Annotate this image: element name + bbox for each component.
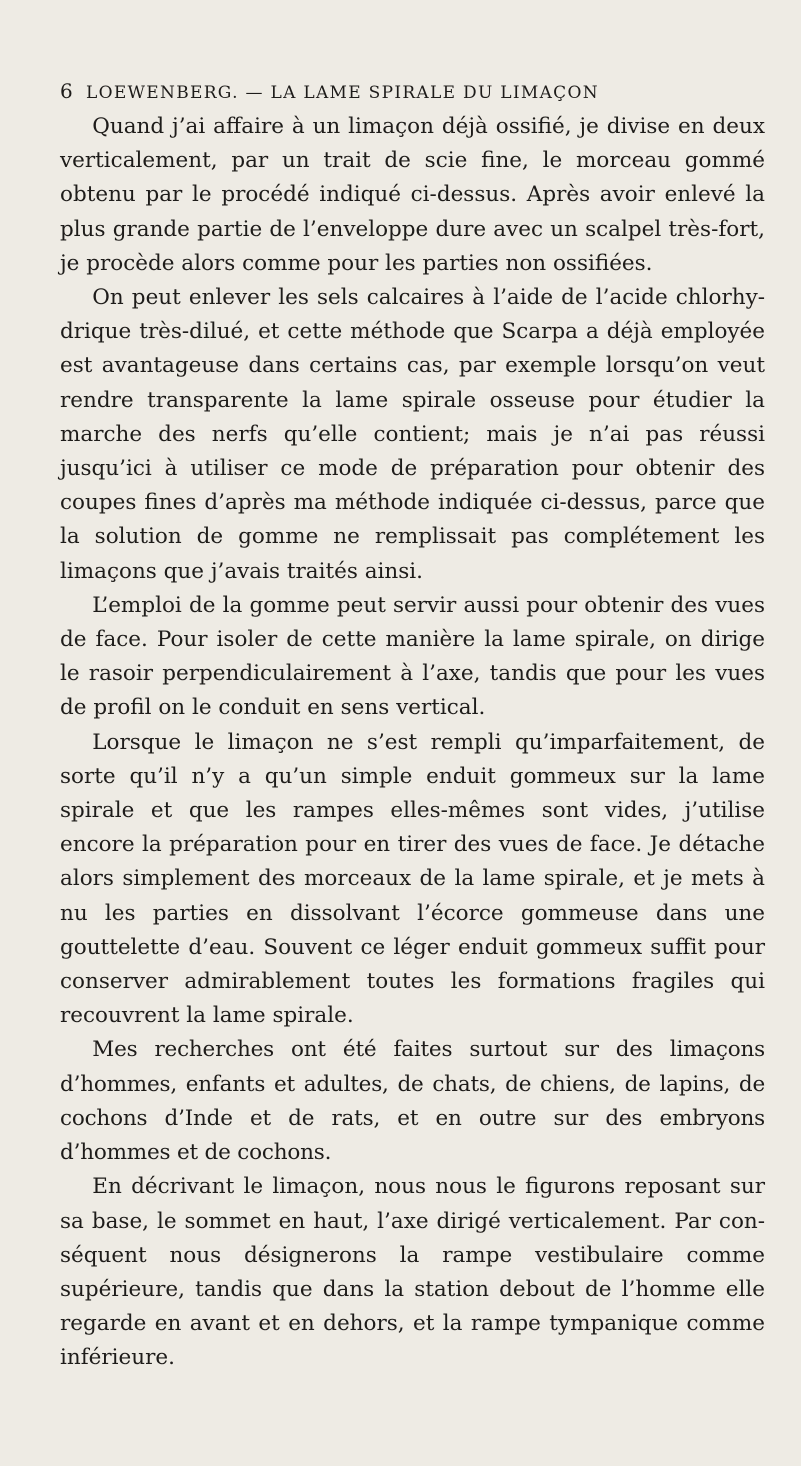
paragraph: Quand j’ai affaire à un limaçon déjà ossifié, je divise en deux verticalement, par un trait de scie fine, le morceau gommé obtenu par le procédé indiqué ci-dessus. Après avoir enlevé la plus grande partie de l’enveloppe dure avec un scalpel très-fort, je procède alors comme pour les parties non ossifiées.: [60, 114, 765, 276]
paragraph: L’emploi de la gomme peut servir aussi pour obtenir des vues de face. Pour isoler de cette manière la lame spirale, on dirige le rasoir perpendiculairement à l’axe, tandis que pour les vues de profil on le conduit en sens vertical.: [60, 592, 765, 721]
running-title: LOEWENBERG. — LA LAME SPIRALE DU LIMAÇON: [86, 83, 599, 103]
paragraph: Lorsque le limaçon ne s’est rempli qu’imparfaitement, de sorte qu’il n’y a qu’un simple enduit gommeux sur la lame spirale et que les rampes elles-mêmes sont vides, j’utilise encore la préparation pour en tirer des vues de face. Je détache alors simplement des morceaux de la lame spirale, et je mets à nu les parties en dissolvant l’écorce gommeuse dans une gouttelette d’eau. Souvent ce léger enduit gommeux suffit pour conserver admirablement toutes les formations fragiles qui recouvrent la lame spirale.: [60, 729, 765, 1029]
page-number: 6: [60, 79, 73, 103]
running-head: [60, 76, 760, 106]
body-text: [60, 110, 765, 1376]
paragraph: En décrivant le limaçon, nous nous le figurons reposant sur sa base, le sommet en haut, l’axe dirigé verticalement. Par conséquent nous désignerons la rampe vestibulaire comme supérieure, tandis que dans la station debout de l’homme elle regarde en avant et en dehors, et la rampe tympanique comme inférieure.: [60, 1174, 765, 1371]
paragraph: On peut enlever les sels calcaires à l’aide de l’acide chlorhydrique très-dilué, et cette méthode que Scarpa a déjà employée est avantageuse dans certains cas, par exemple lorsqu’on veut rendre transparente la lame spirale osseuse pour étudier la marche des nerfs qu’elle contient; mais je n’ai pas réussi jusqu’ici à utiliser ce mode de préparation pour obtenir des coupes fines d’après ma méthode indiquée ci-dessus, parce que la solution de gomme ne remplissait pas complétement les limaçons que j’avais traités ainsi.: [60, 285, 765, 584]
paragraph: Mes recherches ont été faites surtout sur des limaçons d’hommes, enfants et adultes, de chats, de chiens, de lapins, de cochons d’Inde et de rats, et en outre sur des embryons d’hommes et de cochons.: [60, 1037, 765, 1166]
